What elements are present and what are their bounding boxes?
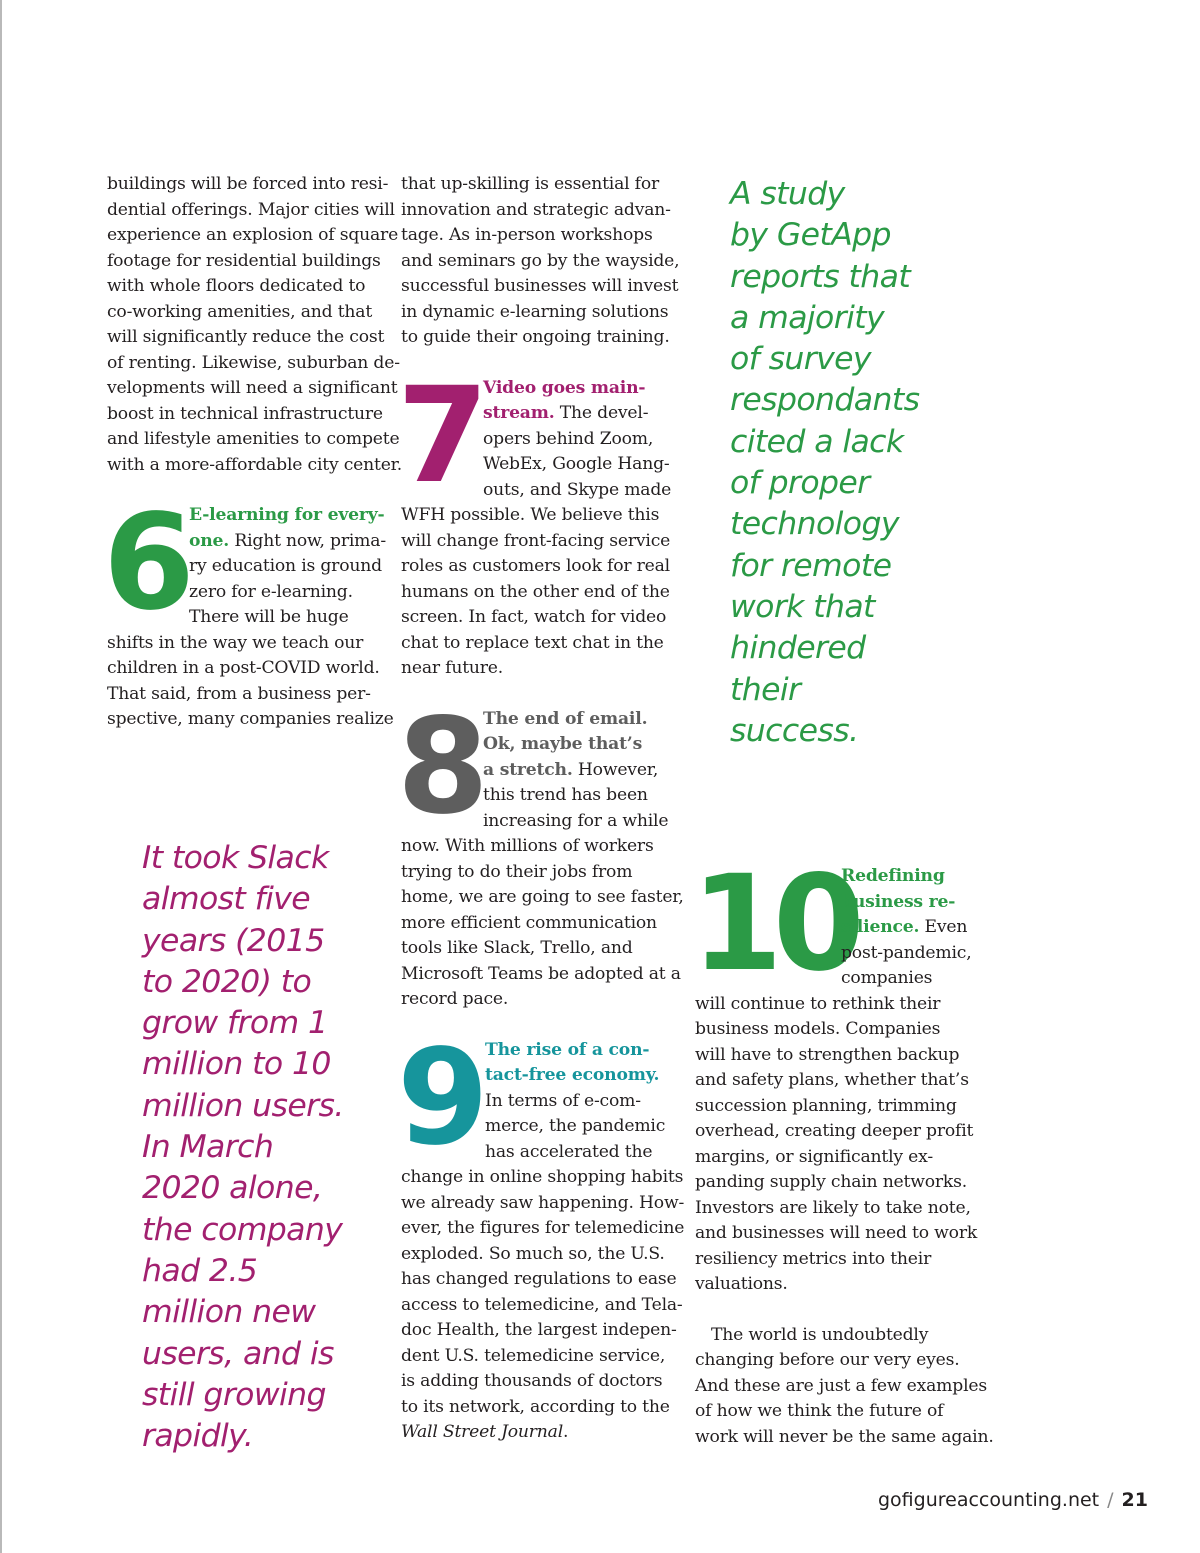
section-8-heading: The end of email.: [483, 708, 648, 729]
quote-line: hindered: [730, 630, 866, 667]
quote-line: the company: [142, 1211, 343, 1248]
text-fragment: However,: [572, 759, 659, 780]
section-8-heading: Ok, maybe that’s: [483, 734, 643, 754]
text-line: experience an explosion of square: [107, 225, 399, 245]
pull-quote-slack: [142, 838, 392, 1457]
quote-line: million to 10: [142, 1046, 331, 1083]
text-line: merce, the pandemic: [485, 1116, 666, 1136]
section-6-heading: E-learning for every-: [189, 505, 385, 525]
closing-paragraph: [695, 1323, 994, 1451]
pull-quote-getapp: [730, 174, 970, 752]
text-line: change in online shopping habits: [401, 1167, 684, 1187]
text-line: changing before our very eyes.: [695, 1350, 960, 1370]
text-line: zero for e-learning.: [189, 581, 353, 602]
text-line: ry education is ground: [189, 556, 382, 576]
text-line: access to telemedicine, and Tela-: [401, 1294, 683, 1315]
text-line: innovation and strategic advan-: [401, 199, 671, 220]
section-6: [103, 486, 397, 733]
section-10-heading: business re-: [841, 891, 956, 912]
quote-line: had 2.5: [142, 1252, 258, 1289]
text-line: is adding thousands of doctors: [401, 1371, 663, 1391]
col2-intro: [401, 172, 686, 351]
quote-line: In March: [142, 1129, 274, 1166]
text-line: record pace.: [401, 989, 509, 1009]
text-line: shifts in the way we teach our: [107, 632, 364, 653]
text-line: this trend has been: [483, 785, 648, 805]
section-6-number: 6: [103, 486, 189, 640]
text-line: There will be huge: [189, 607, 349, 627]
text-fragment: The devel-: [554, 403, 649, 423]
text-line: spective, many companies realize: [107, 709, 394, 729]
text-line: post-pandemic,: [841, 942, 972, 963]
source-citation: Wall Street Journal: [401, 1422, 564, 1442]
section-9-heading: tact-free economy.: [485, 1065, 660, 1085]
text-line: in dynamic e-learning solutions: [401, 301, 669, 322]
text-line: That said, from a business per-: [107, 683, 371, 704]
section-8-number: 8: [397, 689, 483, 844]
quote-line: grow from 1: [142, 1005, 328, 1042]
section-9: [397, 1020, 686, 1446]
text-line: trying to do their jobs from: [401, 861, 633, 882]
text-line: successful businesses will invest: [401, 276, 679, 296]
quote-line: of proper: [730, 465, 870, 502]
section-10-number: 10: [691, 847, 855, 1001]
section-8-heading: a stretch.: [483, 759, 573, 780]
text-line: that up-skilling is essential for: [401, 174, 660, 194]
text-line: doc Health, the largest indepen-: [401, 1320, 677, 1340]
quote-line: million new: [142, 1294, 316, 1331]
text-line: and safety plans, whether that’s: [695, 1070, 969, 1090]
text-line: work will never be the same again.: [695, 1426, 994, 1447]
text-fragment: Right now, prima-: [229, 530, 386, 551]
quote-line: almost five: [142, 881, 311, 918]
quote-line: work that: [730, 588, 875, 625]
text-line: overhead, creating deeper profit: [695, 1121, 974, 1141]
quote-line: success.: [730, 712, 859, 749]
section-7-heading: Video goes main-: [483, 377, 646, 398]
page-edge: [0, 0, 2, 1553]
text-line: to guide their ongoing training.: [401, 327, 670, 347]
text-line: velopments will need a significant: [107, 378, 398, 398]
section-10-heading: Redefining: [841, 866, 945, 886]
quote-line: for remote: [730, 547, 892, 584]
text-line: boost in technical infrastructure: [107, 403, 383, 424]
quote-line: technology: [730, 506, 899, 543]
text-line: co-working amenities, and that: [107, 301, 373, 322]
text-line: companies: [841, 968, 933, 988]
text-line: will change front-facing service: [401, 530, 671, 551]
text-line: business models. Companies: [695, 1019, 941, 1039]
footer-website: gofigureaccounting.net: [878, 1489, 1100, 1511]
text-line: will continue to rethink their: [695, 993, 941, 1014]
text-line: increasing for a while: [483, 810, 669, 831]
text-line: will significantly reduce the cost: [107, 327, 385, 347]
text-line: and lifestyle amenities to compete: [107, 429, 400, 449]
text-line: exploded. So much so, the U.S.: [401, 1243, 665, 1264]
text-line: has changed regulations to ease: [401, 1269, 677, 1289]
text-fragment: Even: [919, 917, 968, 937]
text-line: In terms of e-com-: [485, 1090, 641, 1111]
text-line: children in a post-COVID world.: [107, 658, 380, 678]
quote-line: their: [730, 671, 801, 708]
col1-intro: [107, 172, 403, 478]
text-line: resiliency metrics into their: [695, 1248, 932, 1269]
page-footer: [878, 1489, 1148, 1511]
page-number: 21: [1121, 1489, 1148, 1511]
section-7-heading: stream.: [483, 403, 555, 423]
quote-line: respondants: [730, 382, 920, 419]
text-line: Investors are likely to take note,: [695, 1197, 971, 1218]
text-line: has accelerated the: [485, 1141, 653, 1162]
text-line: and businesses will need to work: [695, 1223, 978, 1243]
text-line: succession planning, trimming: [695, 1095, 957, 1116]
text-line: Microsoft Teams be adopted at a: [401, 963, 681, 984]
quote-line: 2020 alone,: [142, 1170, 323, 1207]
text-line: screen. In fact, watch for video: [401, 607, 667, 627]
text-line: of how we think the future of: [695, 1401, 944, 1421]
text-line: more efficient communication: [401, 912, 657, 933]
text-line: dent U.S. telemedicine service,: [401, 1345, 666, 1366]
text-line: with whole floors dedicated to: [107, 276, 366, 296]
section-7-number: 7: [397, 358, 483, 513]
quote-line: million users.: [142, 1087, 344, 1124]
text-line: buildings will be forced into resi-: [107, 174, 389, 194]
section-9-heading: The rise of a con-: [485, 1039, 650, 1060]
section-7: [397, 358, 686, 682]
text-line: ever, the figures for telemedicine: [401, 1218, 685, 1238]
text-line: The world is undoubtedly: [711, 1324, 929, 1345]
text-line: we already saw happening. How-: [401, 1192, 685, 1213]
section-9-number: 9: [397, 1020, 483, 1175]
text-line: of renting. Likewise, suburban de-: [107, 352, 400, 373]
footer-separator: /: [1107, 1489, 1114, 1511]
quote-line: It took Slack: [142, 840, 329, 876]
text-line: and seminars go by the wayside,: [401, 250, 680, 271]
quote-line: cited a lack: [730, 423, 904, 460]
text-line: now. With millions of workers: [401, 836, 654, 856]
quote-line: still growing: [142, 1376, 326, 1413]
text-line: to its network, according to the: [401, 1396, 670, 1417]
quote-line: users, and is: [142, 1335, 334, 1372]
quote-line: a majority: [730, 299, 885, 336]
text-line: panding supply chain networks.: [695, 1172, 968, 1192]
text-line: with a more-affordable city center.: [107, 454, 403, 475]
text-line: tools like Slack, Trello, and: [401, 938, 633, 958]
quote-line: rapidly.: [142, 1418, 254, 1455]
section-10: [691, 847, 985, 1298]
text-line: margins, or significantly ex-: [695, 1146, 933, 1167]
text-line: will have to strengthen backup: [695, 1044, 960, 1065]
text-line: outs, and Skype made: [483, 479, 672, 500]
quote-line: to 2020) to: [142, 963, 312, 1000]
column-3: [691, 847, 994, 1450]
quote-line: reports that: [730, 258, 911, 295]
text-line: WFH possible. We believe this: [401, 505, 660, 525]
text-line: opers behind Zoom,: [483, 428, 654, 449]
text-line: WebEx, Google Hang-: [483, 454, 670, 474]
column-2: [397, 172, 686, 1446]
section-10-heading: silience.: [841, 917, 920, 937]
text-line: dential offerings. Major cities will: [107, 199, 395, 220]
text-line: chat to replace text chat in the: [401, 632, 664, 653]
text-line: near future.: [401, 658, 504, 678]
text-line: valuations.: [695, 1274, 788, 1294]
text-line: humans on the other end of the: [401, 581, 670, 602]
text-line: roles as customers look for real: [401, 556, 670, 576]
section-6-heading: one.: [189, 530, 230, 551]
text-line: tage. As in-person workshops: [401, 225, 653, 245]
quote-line: of survey: [730, 341, 871, 378]
text-line: footage for residential buildings: [107, 250, 381, 271]
column-1: [103, 172, 403, 733]
quote-line: by GetApp: [730, 217, 891, 254]
quote-line: years (2015: [142, 922, 325, 959]
text-line: And these are just a few examples: [695, 1375, 987, 1396]
text-line: home, we are going to see faster,: [401, 887, 684, 907]
section-8: [397, 689, 686, 1013]
text-fragment: .: [563, 1422, 569, 1442]
quote-line: A study: [730, 176, 845, 212]
